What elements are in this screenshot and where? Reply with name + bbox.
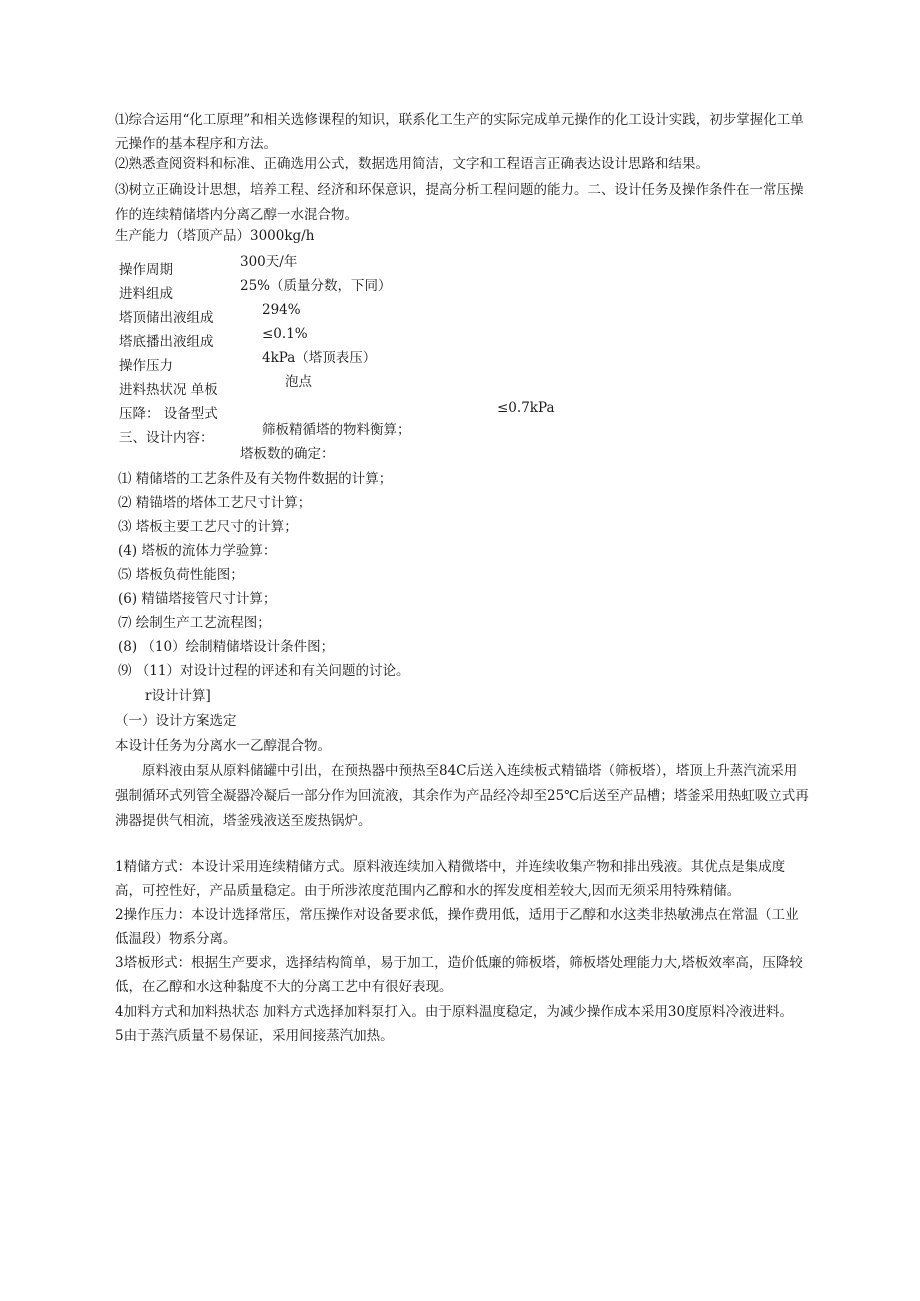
point-1-distillation-mode: 1精储方式：本设计采用连续精储方式。原料液连续加入精微塔中，并连续收集产物和排出残液。其优点是集成度高，可控性好，产品质量稳定。由于所涉浓度范围内乙醇和水的挥发度相差较大,因而无须采用特殊精储。 bbox=[115, 859, 786, 899]
calc-heading: r设计计算] bbox=[145, 688, 211, 704]
point-4-feed-method: 4加料方式和加料热状态 加料方式选择加料泵打入。由于原料温度稳定，为减少操作成本采用30度原料冷液进料。 bbox=[115, 1004, 794, 1020]
design-item-7: ⑺ 绘制生产工艺流程图； bbox=[118, 615, 271, 631]
label-operation-period: 操作周期 bbox=[119, 262, 173, 278]
label-feed-thermal-state: 进料热状况 单板 bbox=[119, 382, 218, 398]
point-3-plate-type: 3塔板形式：根据生产要求，选择结构简单，易于加工，造价低廉的筛板塔，筛板塔处理能力大,塔板效率高，压降较低，在乙醇和水这种黏度不大的分离工艺中有很好表现。 bbox=[115, 955, 803, 995]
design-item-3: ⑶ 塔板主要工艺尺寸的计算； bbox=[118, 519, 298, 535]
design-item-1: ⑴ 精储塔的工艺条件及有关物件数据的计算； bbox=[118, 471, 393, 487]
point-2-operating-pressure: 2操作压力：本设计选择常压，常压操作对设备要求低，操作费用低，适用于乙醇和水这类非热敏沸点在常温（工业低温段）物系分离。 bbox=[115, 907, 799, 947]
design-item-6: (6) 精锚塔接管尺寸计算； bbox=[118, 591, 277, 607]
design-item-4: (4) 塔板的流体力学验算： bbox=[118, 543, 277, 559]
value-operation-period: 300天/年 bbox=[240, 254, 298, 270]
label-distillate-composition: 塔顶储出液组成 bbox=[119, 310, 214, 326]
value-pressure-drop: ≤0.7kPa bbox=[497, 400, 555, 416]
design-item-8: (8) （10）绘制精储塔设计条件图； bbox=[118, 639, 335, 655]
point-5-steam-heating: 5由于蒸汽质量不易保证，采用间接蒸汽加热。 bbox=[115, 1028, 394, 1044]
production-capacity: 生产能力（塔顶产品）3000kg/h bbox=[115, 228, 315, 244]
process-description: 原料液由泵从原料储罐中引出，在预热器中预热至84C后送入连续板式精锚塔（筛板塔），塔顶上升蒸汽流采用强制循环式列管全凝器冷凝后一部分作为回流液，其余作为产品经冷却至25℃后送至产品槽；塔釜采用热虹吸立式再沸器提供气相流，塔釜残液送至废热锅炉。 bbox=[115, 763, 809, 829]
label-design-content: 三、设计内容： bbox=[119, 430, 214, 446]
value-operating-pressure: 4kPa（塔顶表压） bbox=[262, 350, 377, 366]
value-plate-number: 塔板数的确定： bbox=[240, 446, 335, 462]
value-feed-thermal-state: 泡点 bbox=[285, 374, 312, 390]
label-feed-composition: 进料组成 bbox=[119, 286, 173, 302]
value-material-balance: 筛板精循塔的物料衡算； bbox=[262, 422, 411, 438]
objective-1: ⑴综合运用“化工原理”和相关选修课程的知识，联系化工生产的实际完成单元操作的化工设计实践，初步掌握化工单元操作的基本程序和方法。 bbox=[115, 112, 804, 152]
label-bottoms-composition: 塔底播出液组成 bbox=[119, 334, 214, 350]
objective-2: ⑵熟悉查阅资料和标准、正确选用公式，数据选用简洁，文字和工程语言正确表达设计思路和结果。 bbox=[115, 156, 709, 172]
value-distillate-composition: 294% bbox=[262, 302, 301, 318]
design-item-5: ⑸ 塔板负荷性能图； bbox=[118, 567, 244, 583]
design-item-2: ⑵ 精锚塔的塔体工艺尺寸计算； bbox=[118, 495, 312, 511]
value-feed-composition: 25%（质量分数，下同） bbox=[240, 278, 392, 294]
label-operating-pressure: 操作压力 bbox=[119, 358, 173, 374]
design-item-9: ⑼ （11）对设计过程的评述和有关问题的讨论。 bbox=[118, 663, 410, 679]
scheme-heading: （一）设计方案选定 bbox=[115, 713, 237, 729]
objective-3: ⑶树立正确设计思想，培养工程、经济和环保意识，提高分析工程问题的能力。二、设计任务及操作条件在一常压操作的连续精储塔内分离乙醇一水混合物。 bbox=[115, 182, 804, 223]
scheme-intro: 本设计任务为分离水一乙醇混合物。 bbox=[115, 738, 331, 754]
label-pressure-drop-equipment: 压降： 设备型式 bbox=[119, 406, 218, 422]
value-bottoms-composition: ≤0.1% bbox=[262, 326, 308, 342]
